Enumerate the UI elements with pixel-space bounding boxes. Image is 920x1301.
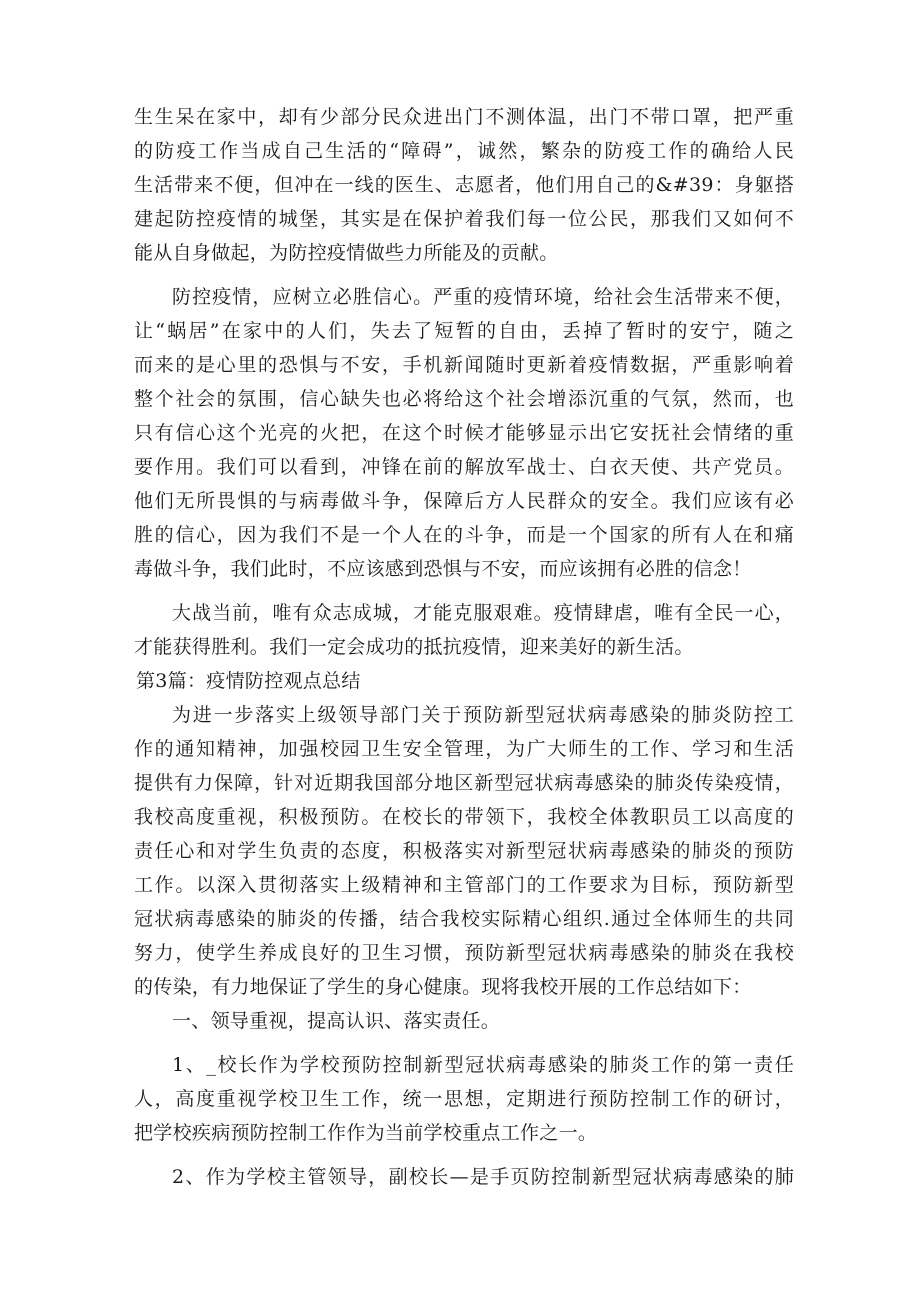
- text-line: 胜的信心，因为我们不是一个人在的斗争，而是一个国家的所有人在和痛: [134, 524, 794, 546]
- text-line: 而来的是心里的恐惧与不安，手机新闻随时更新着疫情数据，严重影响着: [134, 354, 794, 376]
- text-line: 能从自身做起，为防控疫情做些力所能及的贡献。: [134, 242, 559, 264]
- list-item-2: [134, 1160, 794, 1194]
- section-title: 第3篇：疫情防控观点总结: [136, 670, 361, 692]
- text-line: 我校高度重视，积极预防。在校长的带领下，我校全体教职员工以高度的: [134, 806, 794, 828]
- text-line: 防控疫情，应树立必胜信心。严重的疫情环境，给社会生活带来不便，: [172, 286, 794, 308]
- text-line: 才能获得胜利。我们一定会成功的抵抗疫情，迎来美好的新生活。: [134, 636, 694, 658]
- text-line: 的传染，有力地保证了学生的身心健康。现将我校开展的工作总结如下：: [134, 976, 752, 998]
- paragraph-4: [134, 698, 794, 1004]
- text-line: 他们无所畏惧的与病毒做斗争，保障后方人民群众的安全。我们应该有必: [134, 490, 794, 512]
- text-line: 责任心和对学生负责的态度，积极落实对新型冠状病毒感染的肺炎的预防: [134, 840, 794, 862]
- text-line: 提供有力保障，针对近期我国部分地区新型冠状病毒感染的肺炎传染疫情，: [134, 772, 794, 794]
- text-line: 工作。以深入贯彻落实上级精神和主管部门的工作要求为目标，预防新型: [134, 874, 794, 896]
- text-line: 冠状病毒感染的肺炎的传播，结合我校实际精心组织.通过全体师生的共同: [134, 908, 794, 930]
- text-line: 要作用。我们可以看到，冲锋在前的解放军战士、白衣天使、共产党员。: [134, 456, 794, 478]
- paragraph-2: [134, 280, 794, 586]
- text-line: 整个社会的氛围，信心缺失也必将给这个社会增添沉重的气氛，然而，也: [134, 388, 794, 410]
- text-line: 生活带来不便，但冲在一线的医生、志愿者，他们用自己的&#39：身躯搭: [134, 174, 794, 196]
- text-line: 毒做斗争，我们此时，不应该感到恐惧与不安，而应该拥有必胜的信念！: [134, 558, 752, 580]
- text-line: 建起防控疫情的城堡，其实是在保护着我们每一位公民，那我们又如何不: [134, 208, 794, 230]
- text-line: 为进一步落实上级领导部门关于预防新型冠状病毒感染的肺炎防控工: [172, 704, 794, 726]
- list-item-1: [134, 1048, 794, 1150]
- text-line: 人，高度重视学校卫生工作，统一思想，定期进行预防控制工作的研讨，: [134, 1088, 794, 1110]
- text-line: 只有信心这个光亮的火把，在这个时候才能够显示出它安抚社会情绪的重: [134, 422, 794, 444]
- text-line: 努力，使学生养成良好的卫生习惯，预防新型冠状病毒感染的肺炎在我校: [134, 942, 794, 964]
- text-line: 让“蜗居”在家中的人们，失去了短暂的自由，丢掉了暂时的安宁，随之: [134, 320, 794, 342]
- text-line: 作的通知精神，加强校园卫生安全管理，为广大师生的工作、学习和生活: [134, 738, 794, 760]
- text-line: 生生呆在家中，却有少部分民众进出门不测体温，出门不带口罩，把严重: [134, 106, 794, 128]
- text-line: 1、_校长作为学校预防控制新型冠状病毒感染的肺炎工作的第一责任: [172, 1054, 794, 1076]
- heading-1: 一、领导重视，提高认识、落实责任。: [172, 1010, 501, 1032]
- paragraph-3: [134, 596, 794, 664]
- document-page: [134, 100, 794, 1194]
- text-line: 2、作为学校主管领导，副校长—是手页防控制新型冠状病毒感染的肺: [172, 1166, 794, 1188]
- text-line: 大战当前，唯有众志成城，才能克服艰难。疫情肆虐，唯有全民一心，: [172, 602, 794, 624]
- paragraph-1: [134, 100, 794, 270]
- text-line: 的防疫工作当成自己生活的“障碍”，诚然，繁杂的防疫工作的确给人民: [134, 140, 794, 162]
- text-line: 把学校疾病预防控制工作作为当前学校重点工作之一。: [134, 1122, 598, 1144]
